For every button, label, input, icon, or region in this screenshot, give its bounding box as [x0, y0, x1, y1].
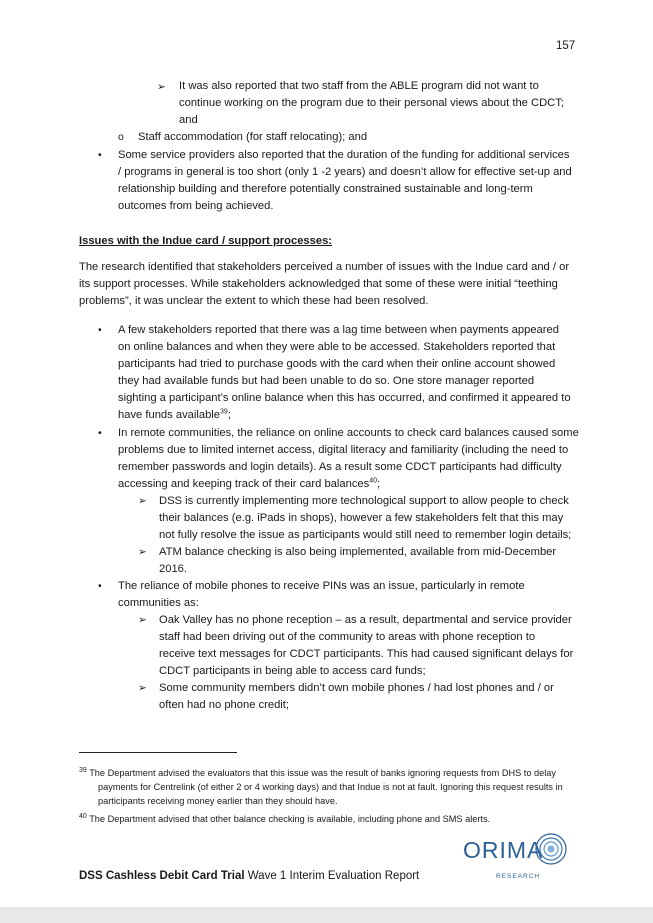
footnote-number: 39: [79, 766, 87, 774]
footnote-text: The Department advised that other balance checking is available, including phone and SMS alerts.: [89, 814, 491, 824]
text-line: remember passwords and login details). As a result some CDCT participants had difficulty: [118, 461, 562, 473]
sub-arrow-item: [159, 544, 556, 578]
circle-item: Staff accommodation (for staff relocating); and: [138, 131, 368, 143]
text-line: CDCT participants in being able to access card funds;: [159, 665, 426, 677]
footnote-text: The Department advised the evaluators that this issue was the result of banks ignoring requests from DHS to delay payments for Centrelink (of either 2 or 4 working days) and that Indue is not at fault. Ignoring this request results in participants receiving money earlier than they should have.: [89, 768, 563, 806]
text-line: continue working on the program due to their personal views about the CDCT;: [179, 97, 564, 109]
bullet-item: [118, 578, 525, 612]
page-bottom-band: [0, 907, 653, 923]
text-line: 2016.: [159, 563, 187, 575]
footer-title-rest: Wave 1 Interim Evaluation Report: [244, 870, 420, 882]
text-line: It was also reported that two staff from the ABLE program did not want to: [179, 80, 539, 92]
footnote-39: [79, 766, 576, 808]
text-line: Oak Valley has no phone reception – as a result, departmental and service provider: [159, 614, 572, 626]
text-line: and: [179, 114, 198, 126]
circle-bullet-icon: o: [118, 131, 124, 143]
arrow-bullet-icon: ➢: [157, 81, 166, 93]
footnote-ref: 39: [220, 408, 228, 416]
text-line: sighting a participant’s online balance when this has occurred, and confirmed it appeared to: [118, 392, 571, 404]
text-line: not fully resolve the issue as participants would still need to remember login details;: [159, 529, 572, 541]
text-span: accessing and keeping track of their card balances: [118, 478, 370, 490]
text-span: ;: [377, 478, 381, 490]
sub-arrow-item: [159, 493, 571, 544]
text-line: [118, 407, 571, 424]
arrow-bullet-icon: ➢: [138, 495, 147, 507]
footnote-40: [79, 812, 576, 826]
sub-arrow-item: [179, 78, 564, 129]
text-line: staff had been driving out of the community to areas with phone reception to: [159, 631, 536, 643]
logo-wordmark: ORIMA: [463, 837, 544, 863]
text-line: relationship building and therefore potentially constrained sustainable and long-term: [118, 183, 533, 195]
footnote-number: 40: [79, 812, 87, 820]
arrow-bullet-icon: ➢: [138, 614, 147, 626]
text-line: on online balances and when they were able to be accessed. Stakeholders reported that: [118, 341, 556, 353]
text-line: Some service providers also reported that the duration of the funding for additional services: [118, 149, 570, 161]
text-line: their balances (e.g. iPads in shops), however a few stakeholders felt that this may: [159, 512, 564, 524]
sub-arrow-item: [159, 612, 573, 680]
bullet-icon: •: [98, 427, 102, 439]
page-number: 157: [556, 40, 576, 52]
text-line: In remote communities, the reliance on online accounts to check card balances caused some: [118, 427, 579, 439]
text-line: outcomes from being achieved.: [118, 200, 274, 212]
text-line: The reliance of mobile phones to receive PINs was an issue, particularly in remote: [118, 580, 525, 592]
text-line: communities as:: [118, 597, 199, 609]
text-line: its support processes. While stakeholders acknowledged that some of these were initial “teething: [79, 278, 558, 290]
footer-title-bold: DSS Cashless Debit Card Trial: [79, 870, 245, 882]
bullet-icon: •: [98, 324, 102, 336]
footnote-divider: [79, 752, 237, 753]
bullet-icon: •: [98, 149, 102, 161]
text-line: participants had tried to purchase goods with the card when their online account showed: [118, 358, 556, 370]
text-line: [118, 476, 579, 493]
orima-logo: [463, 832, 569, 880]
footnote-ref: 40: [369, 477, 378, 485]
text-line: problems due to limited internet access, digital literacy and familiarity (including the need to: [118, 444, 569, 456]
text-line: DSS is currently implementing more technological support to allow people to check: [159, 495, 569, 507]
text-line: Some community members didn’t own mobile phones / had lost phones and / or: [159, 682, 554, 694]
text-line: receive text messages for CDCT participants. This had caused significant delays for: [159, 648, 574, 660]
section-paragraph: [79, 259, 574, 310]
bullet-item: [118, 147, 572, 215]
text-line: ATM balance checking is also being implemented, available from mid-December: [159, 546, 557, 558]
text-line: problems”, it was unclear the extent to which these had been resolved.: [79, 295, 429, 307]
bullet-item: [118, 322, 571, 424]
arrow-bullet-icon: ➢: [138, 682, 147, 694]
text-line: A few stakeholders reported that there was a lag time between when payments appeared: [118, 324, 559, 336]
text-span: have funds available: [118, 409, 221, 421]
logo-circles-icon: [533, 832, 569, 866]
text-line: / programs in general is too short (only 1 -2 years) and doesn’t allow for effective set-up and: [118, 166, 572, 178]
section-heading: Issues with the Indue card / support processes:: [79, 235, 333, 247]
text-line: The research identified that stakeholders perceived a number of issues with the Indue card and / or: [79, 261, 570, 273]
logo-subtitle: RESEARCH: [496, 873, 541, 880]
text-span: ;: [227, 409, 231, 421]
sub-arrow-item: [159, 680, 554, 714]
arrow-bullet-icon: ➢: [138, 546, 147, 558]
report-footer: [79, 868, 419, 885]
bullet-icon: •: [98, 580, 102, 592]
text-line: often had no phone credit;: [159, 699, 290, 711]
text-line: they had available funds but had been unable to do so. One store manager reported: [118, 375, 535, 387]
bullet-item: [118, 425, 579, 493]
